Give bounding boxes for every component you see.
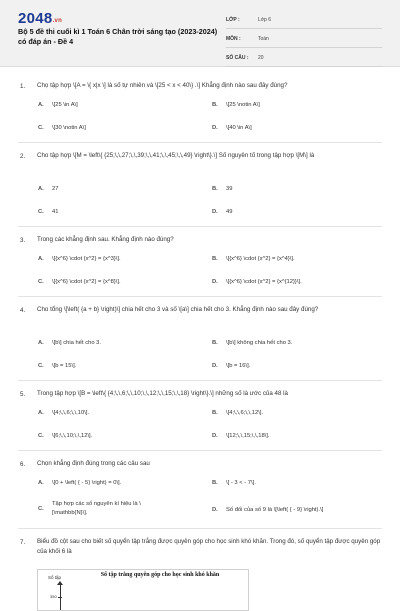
option-c[interactable] [38, 278, 188, 287]
document-title: Bộ 5 đề thi cuối kì 1 Toán 6 Chân trời sáng tạo (2023-2024) có đáp án - Đề 4 [18, 27, 218, 46]
option-letter: A. [38, 480, 44, 486]
question-number: 5. [20, 391, 26, 398]
option-letter: B. [212, 186, 218, 192]
option-c[interactable] [38, 208, 188, 217]
option-text: \[25 \notin A\] [226, 102, 260, 108]
option-text: \[6;\,\,10;\,\,12\]. [52, 433, 93, 439]
question-text: Chọn khẳng định đúng trong các câu sau [37, 460, 150, 467]
option-b[interactable] [212, 479, 382, 488]
site-logo[interactable] [18, 10, 62, 27]
question-text: Biểu đồ cột sau cho biết số quyển tập trắng được quyên góp cho học sinh khó khăn. Trong đó, số quyển tập được quyên góp của khối 6 là [37, 538, 381, 555]
option-b[interactable] [212, 101, 382, 110]
option-a[interactable] [38, 101, 188, 110]
option-b[interactable] [212, 339, 382, 348]
meta-row-count [226, 50, 382, 67]
divider [18, 450, 382, 451]
option-letter: D. [212, 279, 218, 285]
question-text: Chọ tập hợp \[A = \{ x|x \] là số tự nhiên và \[25 < x < 40\} .\] Khẳng định nào sau đây đúng? [37, 82, 288, 89]
option-letter: A. [38, 102, 44, 108]
option-text: \[12;\,\,15;\,\,18\]. [226, 433, 270, 439]
option-text: \[b = 16\]. [226, 363, 251, 369]
divider [18, 296, 382, 297]
chart-title: Số tập trắng quyên góp cho học sinh khó khăn [100, 572, 220, 578]
option-letter: D. [212, 363, 218, 369]
option-b[interactable] [212, 185, 382, 194]
option-d[interactable] [212, 278, 382, 287]
option-c[interactable] [38, 124, 188, 133]
divider [18, 226, 382, 227]
option-letter: C. [38, 363, 44, 369]
y-axis-tick [58, 597, 62, 598]
logo-text: 2048 [18, 10, 53, 27]
meta-row-subject [226, 31, 382, 48]
question-text: Cho tập hợp \[M = \left\{ {25;\,\,27;\,\,39;\,\,41;\,\,45;\,\,49} \right\}.\] Số nguyên tố trong tập hợp \[M\] là [37, 152, 315, 159]
option-letter: D. [212, 433, 218, 439]
chart-figure [37, 569, 249, 611]
meta-row-class [226, 12, 382, 29]
meta-label: LỚP : [226, 17, 240, 23]
option-a[interactable] [38, 339, 188, 348]
y-axis-tick-label: 350 [50, 594, 57, 599]
option-letter: D. [212, 125, 218, 131]
option-c[interactable] [38, 432, 188, 441]
option-letter: C. [38, 433, 44, 439]
option-d[interactable] [212, 362, 382, 371]
question-text: Trong các khẳng định sau. Khẳng định nào đúng? [37, 236, 174, 243]
option-letter: B. [212, 340, 218, 346]
option-text: \[{x^6} \cdot {x^2} = {x^4}\]. [226, 256, 295, 262]
meta-value: 20 [258, 55, 264, 61]
option-text: 39 [226, 186, 233, 192]
option-letter: B. [212, 102, 218, 108]
option-text: \[b\] chia hết cho 3. [52, 340, 101, 346]
option-letter: C. [38, 209, 44, 215]
option-c[interactable] [38, 362, 188, 371]
option-letter: D. [212, 209, 218, 215]
option-text: \[25 \in A\] [52, 102, 78, 108]
question-number: 1. [20, 83, 26, 90]
option-text: \[30 \notin A\] [52, 125, 86, 131]
option-b[interactable] [212, 409, 382, 418]
option-letter: B. [212, 256, 218, 262]
option-letter: C. [38, 125, 44, 131]
option-d[interactable] [212, 506, 382, 515]
divider [18, 380, 382, 381]
divider [18, 528, 382, 529]
option-text: \[b = 15\]. [52, 363, 77, 369]
option-letter: A. [38, 340, 44, 346]
option-letter: D. [212, 507, 218, 513]
meta-label: MÔN : [226, 36, 241, 42]
option-text: Tập hợp các số nguyên kí hiệu là \[\mathbb{N}\]. [52, 501, 141, 516]
question-number: 4. [20, 307, 26, 314]
option-text: 27 [52, 186, 59, 192]
option-b[interactable] [212, 255, 382, 264]
option-text: 41 [52, 209, 59, 215]
option-d[interactable] [212, 208, 382, 217]
chart-y-axis-label: Số tập [48, 575, 62, 580]
option-letter: C. [38, 279, 44, 285]
option-letter: A. [38, 410, 44, 416]
question-number: 2. [20, 153, 26, 160]
option-d[interactable] [212, 432, 382, 441]
option-text: \[ - 3 < - 7\]. [226, 480, 256, 486]
question-number: 7. [20, 539, 26, 546]
page-header [0, 0, 400, 67]
option-a[interactable] [38, 479, 188, 488]
question-text: Trong tập hợp \[B = \left\{ {4;\,\,6;\,\,10;\,\,12;\,\,15;\,\,18} \right\}.\] những số là ước của 48 là [37, 390, 288, 397]
option-text: \[{x^6} \cdot {x^2} = {x^3}\]. [52, 256, 121, 262]
meta-value: Lớp 6 [258, 17, 272, 23]
question-text: Cho tổng \[\left( {a + b} \right)\] chia hết cho 3 và số \[a\] chia hết cho 3. Khẳng định nào sau đây đúng? [37, 306, 319, 313]
option-c[interactable] [38, 500, 188, 518]
question-number: 6. [20, 461, 26, 468]
option-text: \[b\] không chia hết cho 3. [226, 340, 293, 346]
option-letter: B. [212, 410, 218, 416]
option-d[interactable] [212, 124, 382, 133]
option-text: \[4;\,\,6;\,\,10\]. [52, 410, 90, 416]
option-letter: C. [38, 506, 44, 512]
meta-value: Toán [258, 36, 269, 42]
meta-panel [226, 12, 382, 69]
option-text: 49 [226, 209, 233, 215]
option-letter: B. [212, 480, 218, 486]
option-text: \[{x^6} \cdot {x^2} = {x^{12}}\]. [226, 279, 302, 285]
option-letter: A. [38, 256, 44, 262]
divider [18, 142, 382, 143]
option-text: \[0 + \left( { - 5} \right) = 0\]. [52, 480, 122, 486]
option-a[interactable] [38, 409, 188, 418]
option-text: \[{x^6} \cdot {x^2} = {x^8}\]. [52, 279, 121, 285]
option-letter: A. [38, 186, 44, 192]
question-number: 3. [20, 237, 26, 244]
option-text: Số đối của số 9 là \[\left( { - 9} \right).\] [226, 507, 324, 513]
option-a[interactable] [38, 185, 188, 194]
logo-suffix: .vn [52, 18, 63, 24]
option-text: \[40 \in A\] [226, 125, 252, 131]
option-a[interactable] [38, 255, 188, 264]
option-text: \[4;\,\,6;\,\,12\]. [226, 410, 264, 416]
meta-label: SỐ CÂU : [226, 55, 249, 61]
